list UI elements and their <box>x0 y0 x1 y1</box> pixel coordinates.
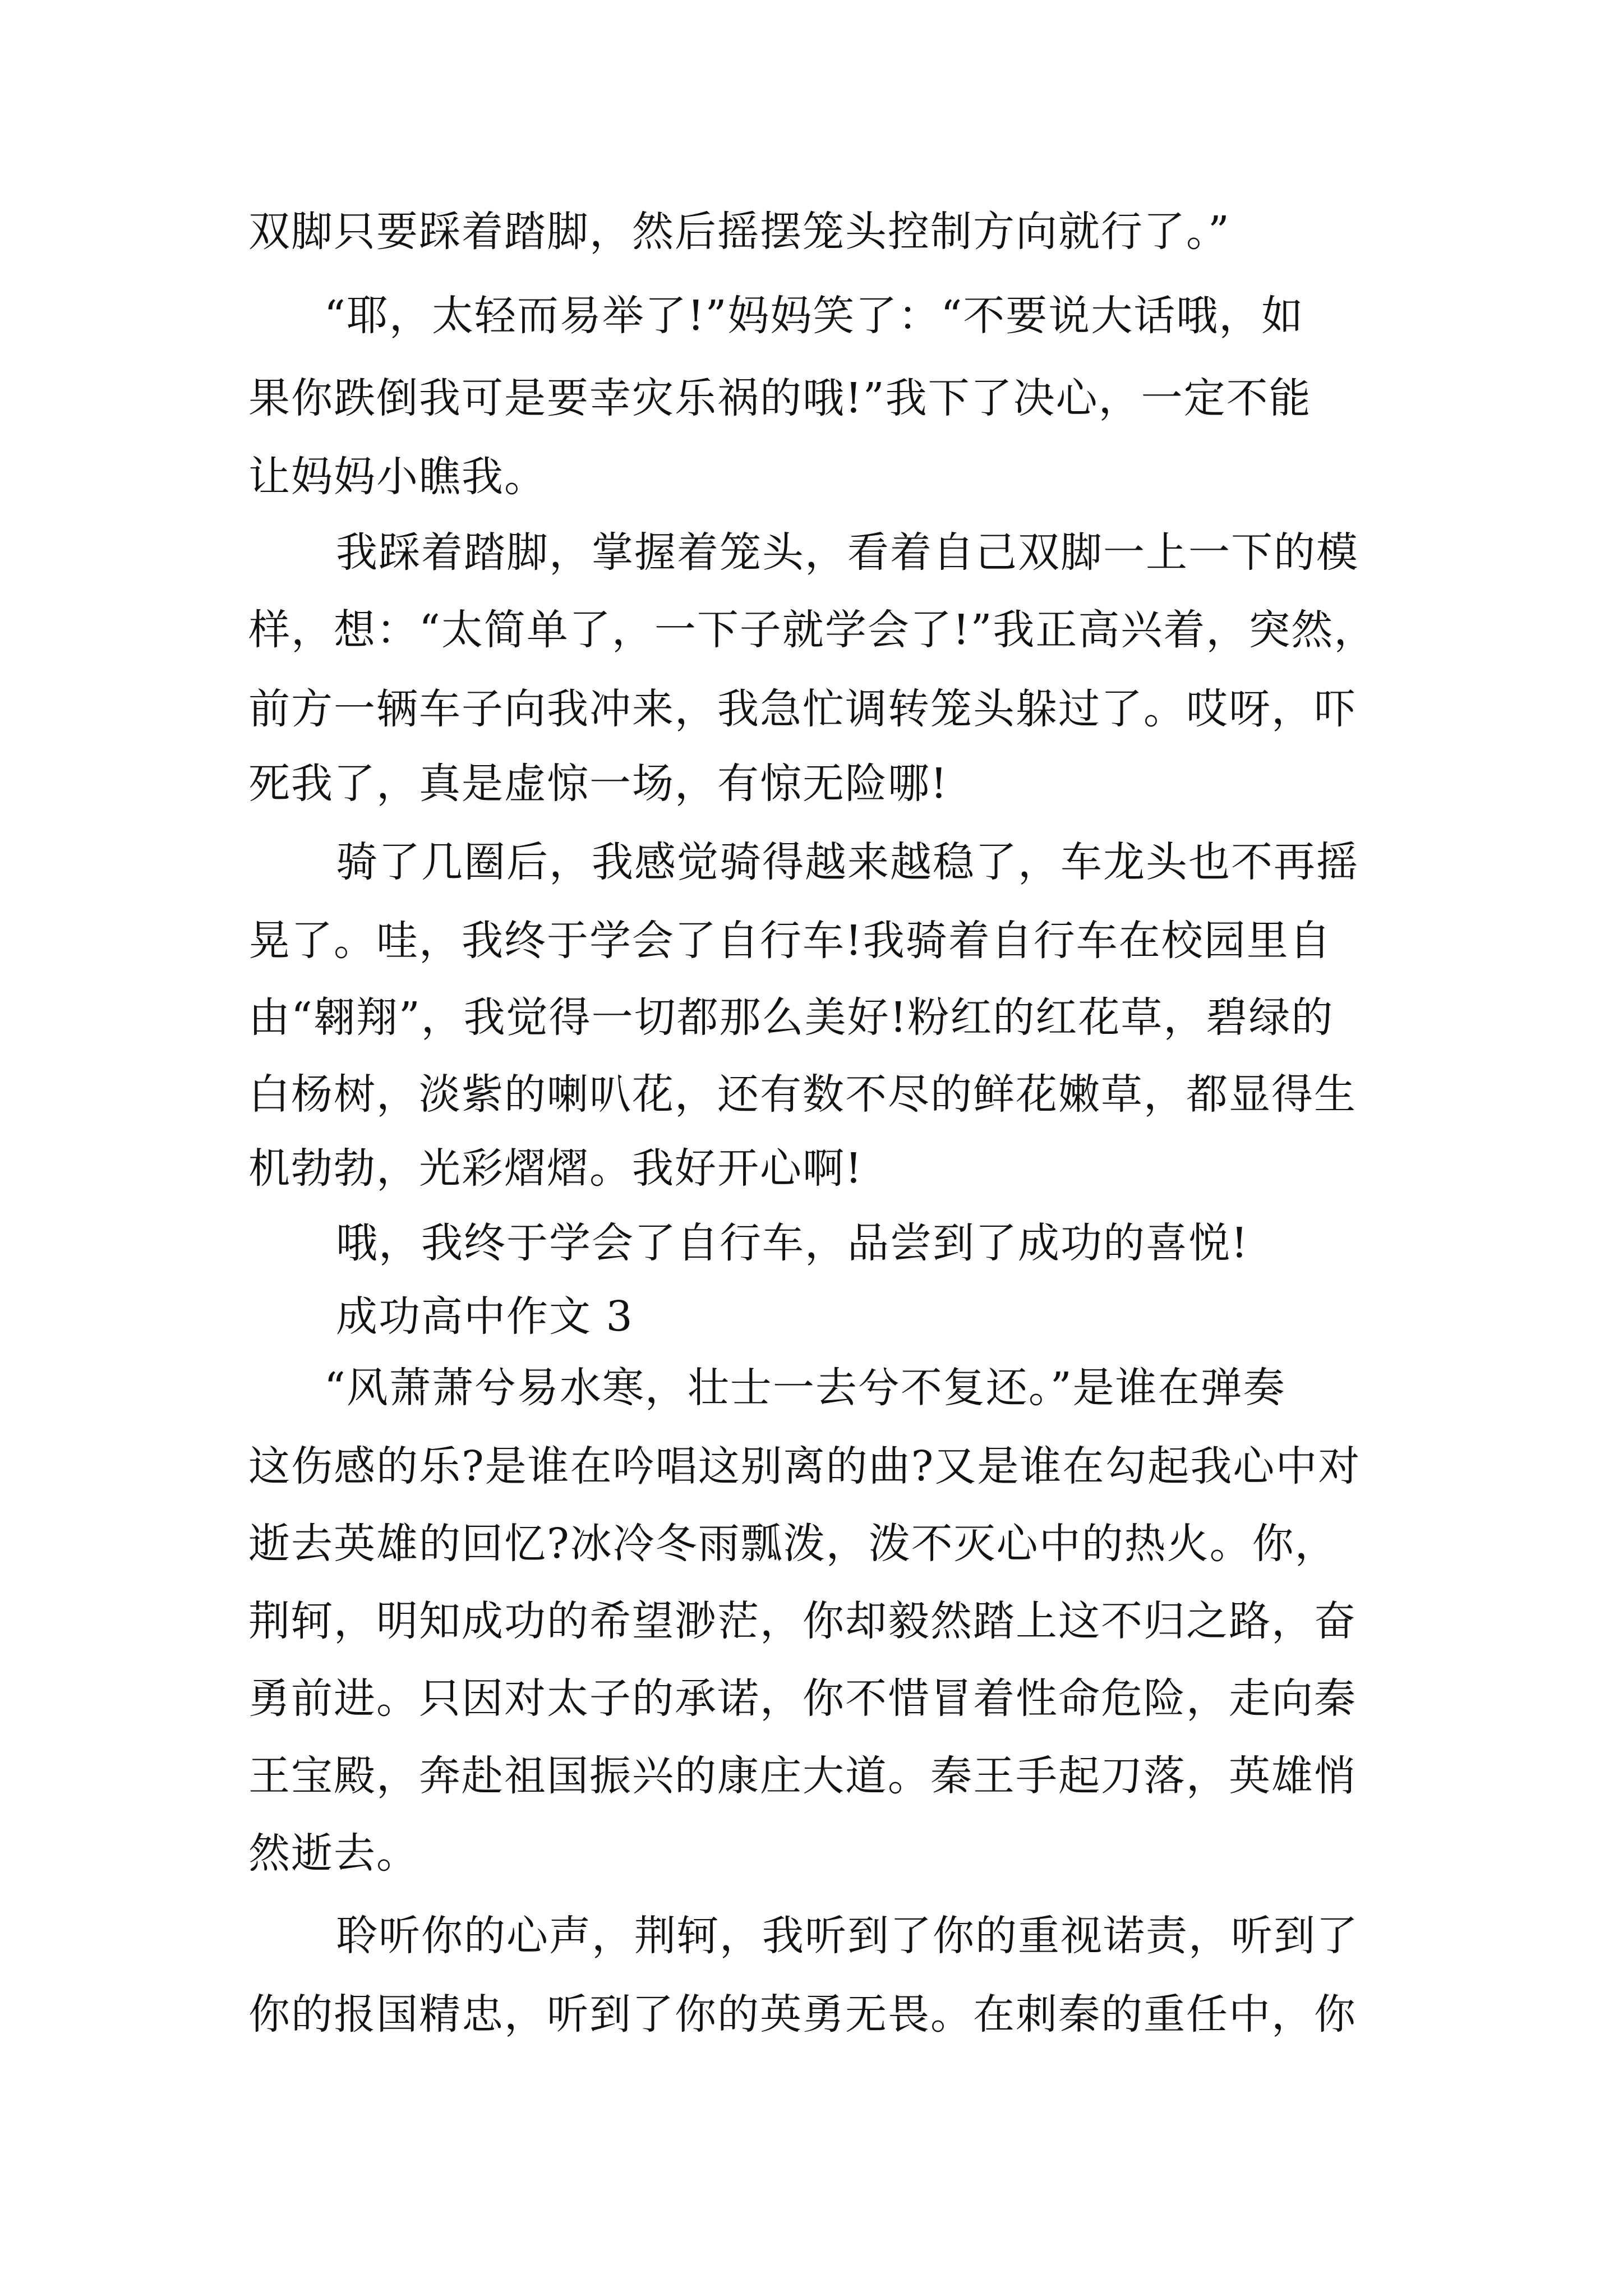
text-line-8: 死我了，真是虚惊一场，有惊无险哪! <box>248 760 948 808</box>
text-line-18: 逝去英雄的回忆?冰冷冬雨瓢泼，泼不灭心中的热火。你， <box>248 1520 1338 1568</box>
text-line-11: 由“翱翔”，我觉得一切都那么美好!粉红的红花草，碧绿的 <box>248 993 1334 1042</box>
text-line-10: 晃了。哇，我终于学会了自行车!我骑着自行车在校园里自 <box>248 917 1332 965</box>
text-line-19: 荆轲，明知成功的希望渺茫，你却毅然踏上这不归之路，奋 <box>248 1597 1357 1645</box>
text-line-7: 前方一辆车子向我冲来，我急忙调转笼头躲过了。哎呀，吓 <box>248 685 1357 733</box>
text-line-22: 然逝去。 <box>248 1829 419 1878</box>
text-line-12: 白杨树，淡紫的喇叭花，还有数不尽的鲜花嫩草，都显得生 <box>248 1070 1357 1119</box>
text-line-23: 聆听你的心声，荆轲，我听到了你的重视诺责，听到了 <box>336 1912 1359 1960</box>
text-line-9: 骑了几圈后，我感觉骑得越来越稳了，车龙头也不再摇 <box>336 838 1359 886</box>
text-line-21: 王宝殿，奔赴祖国振兴的康庄大道。秦王手起刀落，英雄悄 <box>248 1752 1357 1800</box>
text-line-1: 双脚只要踩着踏脚，然后摇摆笼头控制方向就行了。” <box>248 208 1230 256</box>
text-line-3: 果你跌倒我可是要幸灾乐祸的哦!”我下了决心，一定不能 <box>248 374 1312 422</box>
text-line-13: 机勃勃，光彩熠熠。我好开心啊! <box>248 1144 863 1193</box>
text-line-16: “风萧萧兮易水寒，壮士一去兮不复还。”是谁在弹奏 <box>324 1364 1286 1412</box>
text-line-6: 样，想：“太简单了，一下子就学会了!”我正高兴着，突然， <box>248 606 1377 654</box>
text-line-24: 你的报国精忠，听到了你的英勇无畏。在刺秦的重任中，你 <box>248 1990 1357 2039</box>
text-line-5: 我踩着踏脚，掌握着笼头，看着自己双脚一上一下的模 <box>336 528 1359 577</box>
section-heading: 成功高中作文 3 <box>336 1292 634 1341</box>
text-line-14: 哦，我终于学会了自行车，品尝到了成功的喜悦! <box>336 1219 1249 1267</box>
text-line-2: “耶，太轻而易举了!”妈妈笑了：“不要说大话哦，如 <box>324 292 1304 340</box>
text-line-17: 这伤感的乐?是谁在吟唱这别离的曲?又是谁在勾起我心中对 <box>248 1442 1361 1490</box>
text-line-4: 让妈妈小瞧我。 <box>248 453 547 501</box>
text-line-20: 勇前进。只因对太子的承诺，你不惜冒着性命危险，走向秦 <box>248 1674 1357 1723</box>
